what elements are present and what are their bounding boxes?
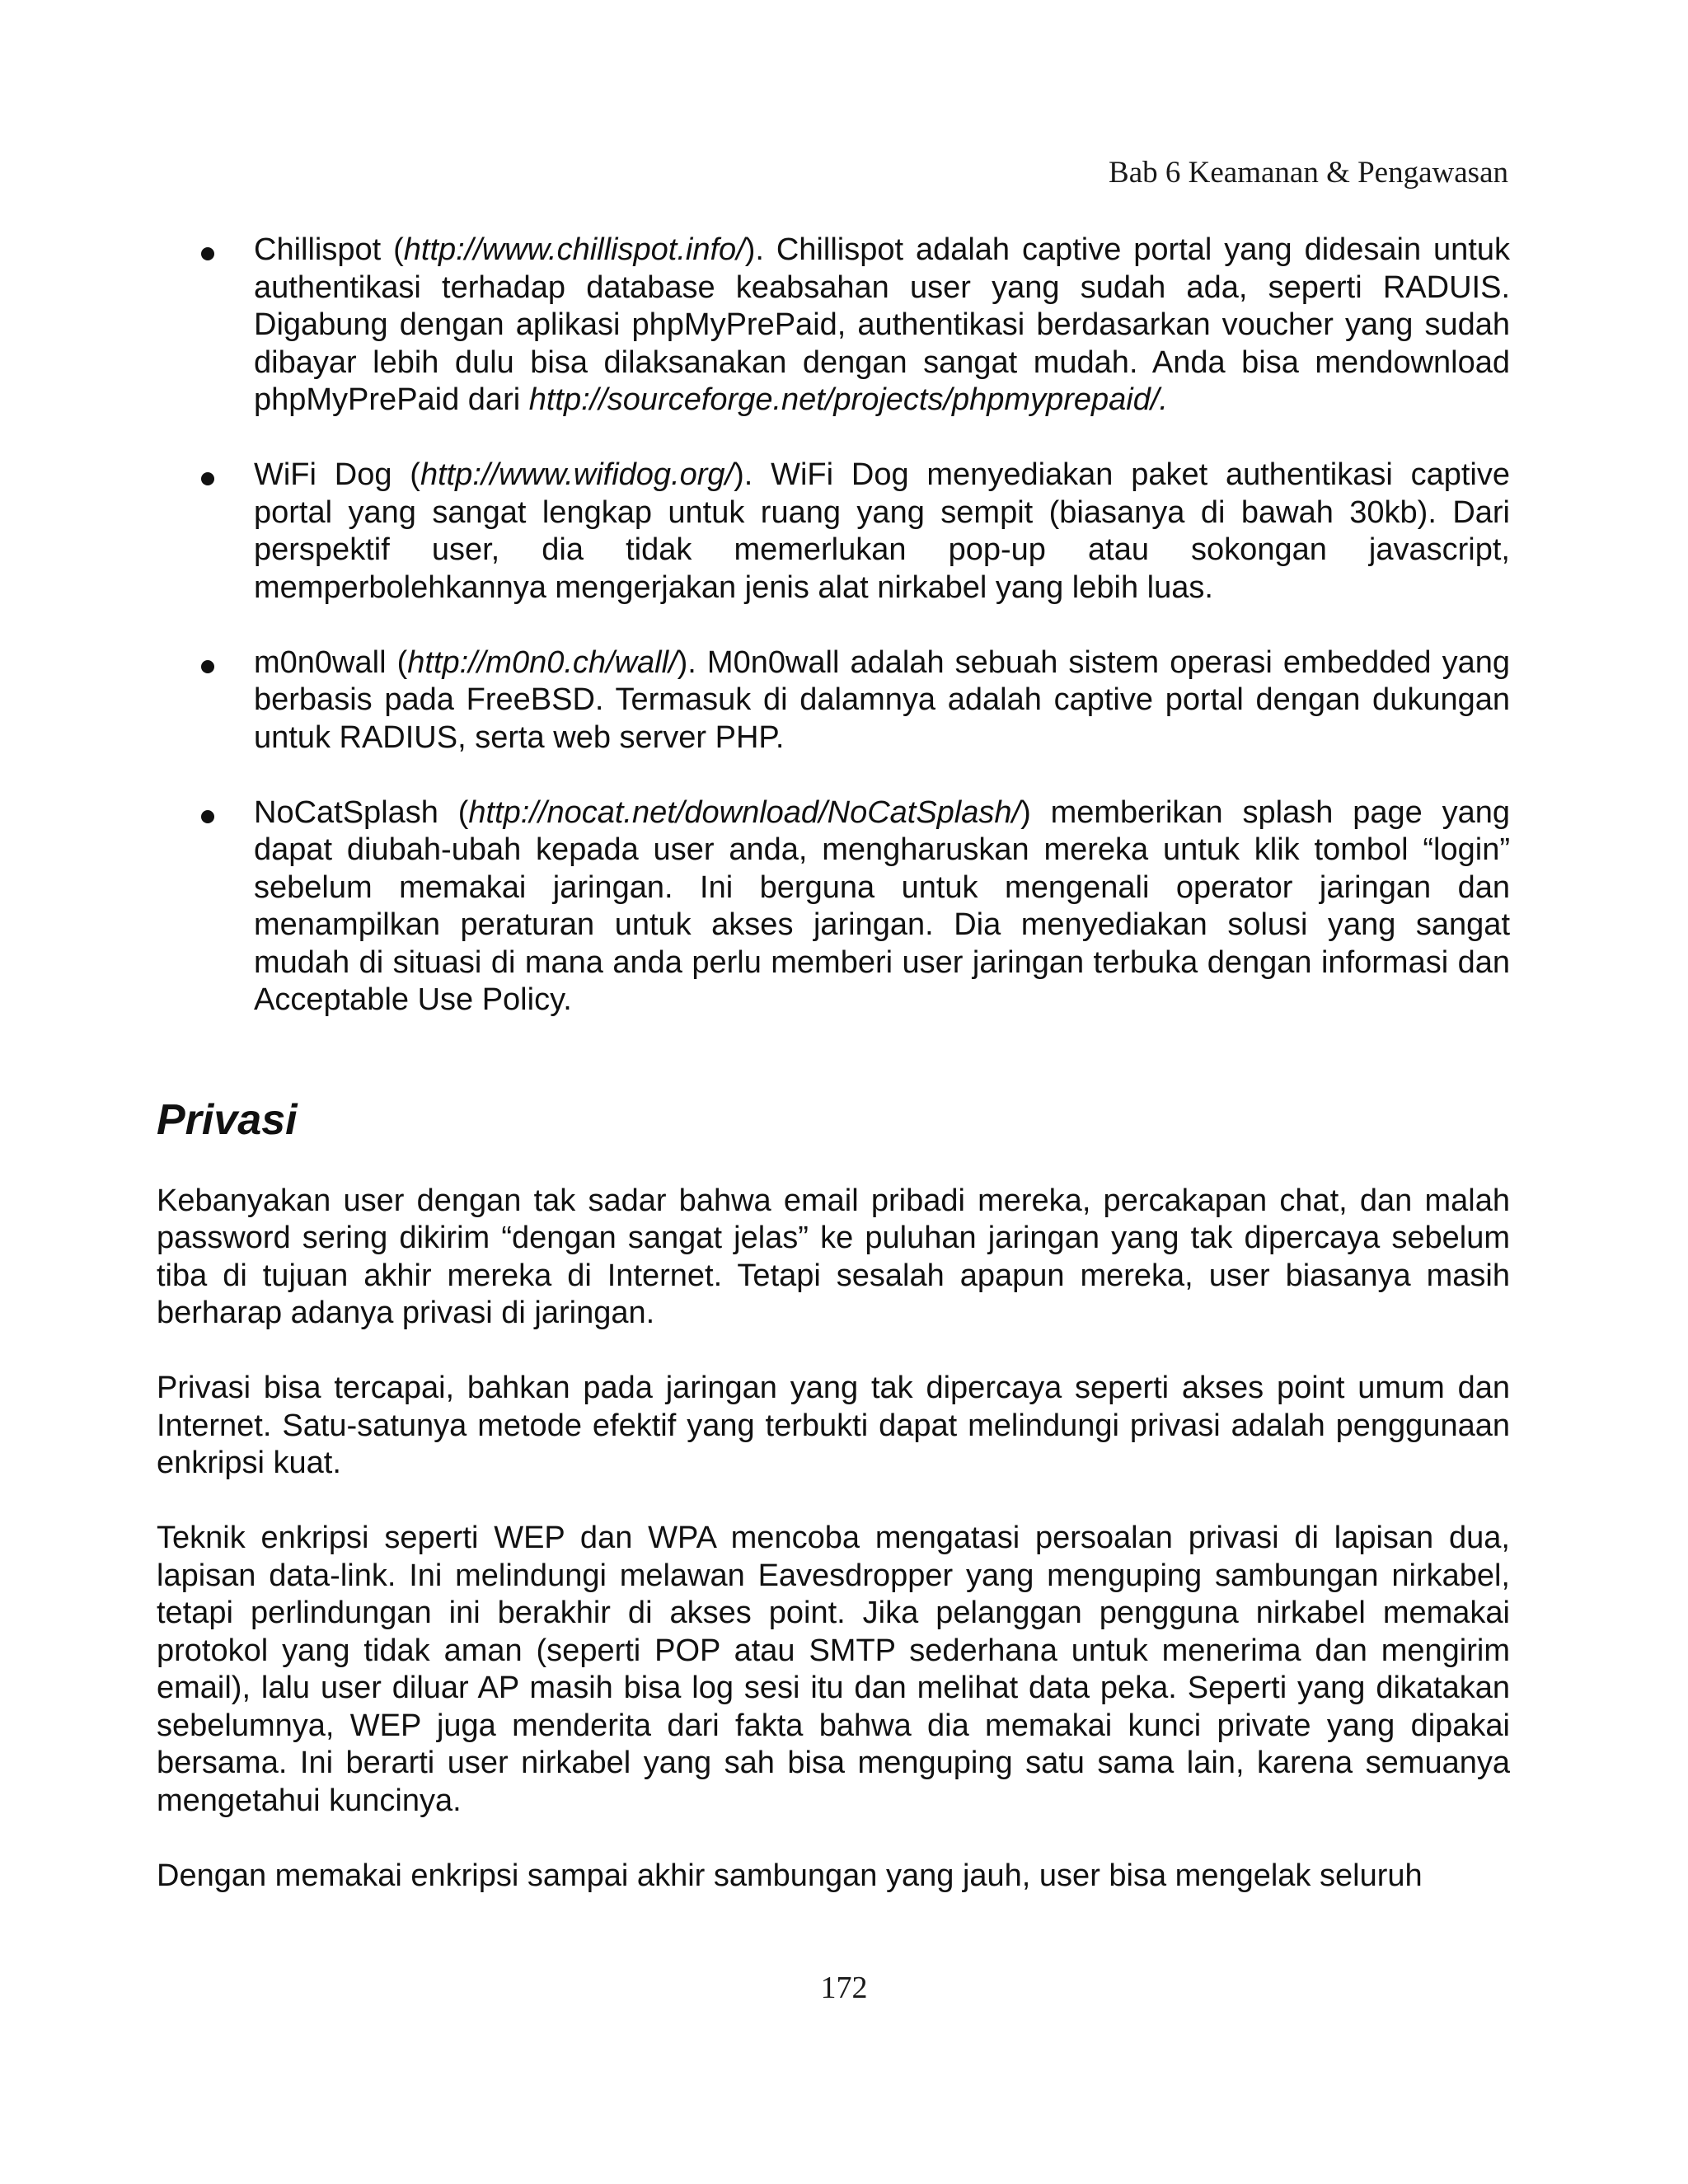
list-item-nocatsplash: NoCatSplash (http://nocat.net/download/NoCatSplash/) memberikan splash page yang dapat diubah-ubah kepada user anda, mengharuskan mereka untuk klik tombol “login” sebelum memakai jaringan. Ini berguna untuk mengenali operator jaringan dan menampilkan peraturan untuk akses jaringan. Dia menyediakan solusi yang sangat mudah di situasi di mana anda perlu memberi user jaringan terbuka dengan informasi dan Acceptable Use Policy. xyxy=(157,794,1510,1019)
item-name: m0n0wall xyxy=(254,644,387,680)
nocatsplash-link[interactable]: http://nocat.net/download/NoCatSplash/ xyxy=(468,794,1021,830)
item-description: Chillispot adalah captive portal yang didesain untuk authentikasi terhadap database keabsahan user yang sudah ada, seperti RADUIS. Digabung dengan aplikasi phpMyPrePaid, authentikasi berdasarkan voucher yang sudah dibayar lebih dulu bisa dilaksanakan dengan sangat mudah. Anda bisa mendownload phpMyPrePaid dari xyxy=(254,232,1511,417)
list-item-wifidog: WiFi Dog (http://www.wifidog.org/). WiFi Dog menyediakan paket authentikasi captive portal yang sangat lengkap untuk ruang yang sempit (biasanya di bawah 30kb). Dari perspektif user, dia tidak memerlukan pop-up atau sokongan javascript, memperbolehkannya mengerjakan jenis alat nirkabel yang lebih luas. xyxy=(157,457,1510,607)
item-name: Chillispot xyxy=(254,232,382,267)
item-description: M0n0wall adalah sebuah sistem operasi embedded yang berbasis pada FreeBSD. Termasuk di dalamnya adalah captive portal dengan dukungan untuk RADIUS, serta web server PHP. xyxy=(254,644,1510,755)
bullet-dot xyxy=(201,247,214,260)
section-heading: Privasi xyxy=(157,1095,298,1144)
list-item-chillispot: Chillispot (http://www.chillispot.info/). Chillispot adalah captive portal yang didesain untuk authentikasi terhadap database keabsahan user yang sudah ada, seperti RADUIS. Digabung dengan aplikasi phpMyPrePaid, authentikasi berdasarkan voucher yang sudah dibayar lebih dulu bisa dilaksanakan dengan sangat mudah. Anda bisa mendownload phpMyPrePaid dari http://sourceforge.net/projects/phpmyprepaid/. xyxy=(157,232,1510,419)
m0n0wall-link[interactable]: http://m0n0.ch/wall/ xyxy=(407,644,678,680)
item-description: WiFi Dog menyediakan paket authentikasi captive portal yang sangat lengkap untuk ruang yang sempit (biasanya di bawah 30kb). Dari perspektif user, dia tidak memerlukan pop-up atau sokongan javascript, memperbolehkannya mengerjakan jenis alat nirkabel yang lebih luas. xyxy=(254,457,1510,605)
page-body xyxy=(157,232,1510,1933)
bullet-dot xyxy=(201,810,214,823)
list-item-m0n0wall: m0n0wall (http://m0n0.ch/wall/). M0n0wall adalah sebuah sistem operasi embedded yang berbasis pada FreeBSD. Termasuk di dalamnya adalah captive portal dengan dukungan untuk RADIUS, serta web server PHP. xyxy=(157,644,1510,757)
bullet-dot xyxy=(201,472,214,485)
paragraph: Teknik enkripsi seperti WEP dan WPA mencoba mengatasi persoalan privasi di lapisan dua, lapisan data-link. Ini melindungi melawan Eavesdropper yang menguping sambungan nirkabel, tetapi perlindungan ini berakhir di akses point. Jika pelanggan pengguna nirkabel memakai protokol yang tidak aman (seperti POP atau SMTP sederhana untuk menerima dan mengirim email), lalu user diluar AP masih bisa log sesi itu dan melihat data peka. Seperti yang dikatakan sebelumnya, WEP juga menderita dari fakta bahwa dia memakai kunci private yang dipakai bersama. Ini berarti user nirkabel yang sah bisa menguping satu sama lain, karena semuanya mengetahui kuncinya. xyxy=(157,1521,1510,1818)
paragraph: Kebanyakan user dengan tak sadar bahwa email pribadi mereka, percakapan chat, dan malah password sering dikirim “dengan sangat jelas” ke puluhan jaringan yang tak dipercaya sebelum tiba di tujuan akhir mereka di Internet. Tetapi sesalah apapun mereka, user biasanya masih berharap adanya privasi di jaringan. xyxy=(157,1183,1510,1330)
bullet-dot xyxy=(201,660,214,673)
item-description: memberikan splash page yang dapat diubah-ubah kepada user anda, mengharuskan mereka untuk klik tombol “login” sebelum memakai jaringan. Ini berguna untuk mengenali operator jaringan dan menampilkan peraturan untuk akses jaringan. Dia menyediakan solusi yang sangat mudah di situasi di mana anda perlu memberi user jaringan terbuka dengan informasi dan Acceptable Use Policy. xyxy=(254,794,1511,1017)
chillispot-link[interactable]: http://www.chillispot.info/ xyxy=(403,232,745,267)
page-number: 172 xyxy=(820,1971,868,2005)
running-header: Bab 6 Keamanan & Pengawasan xyxy=(1109,156,1508,190)
item-name: WiFi Dog xyxy=(254,457,392,492)
paragraph: Dengan memakai enkripsi sampai akhir sambungan yang jauh, user bisa mengelak seluruh xyxy=(157,1858,1423,1893)
wifidog-link[interactable]: http://www.wifidog.org/ xyxy=(420,457,734,492)
paragraph: Privasi bisa tercapai, bahkan pada jaringan yang tak dipercaya seperti akses point umum dan Internet. Satu-satunya metode efektif yang terbukti dapat melindungi privasi adalah penggunaan enkripsi kuat. xyxy=(157,1371,1510,1480)
item-name: NoCatSplash xyxy=(254,794,438,830)
captive-portal-list xyxy=(157,232,1510,1019)
phpmyprepaid-link[interactable]: http://sourceforge.net/projects/phpmyprepaid/. xyxy=(528,382,1168,417)
